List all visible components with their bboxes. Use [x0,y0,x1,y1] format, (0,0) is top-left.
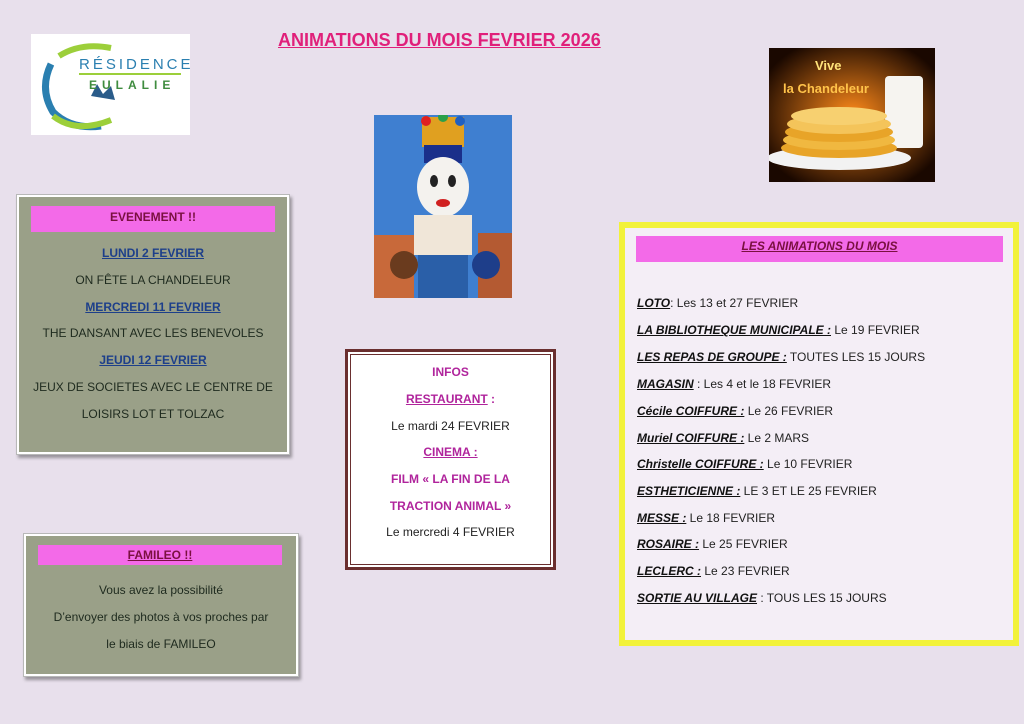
animation-label: LA BIBLIOTHEQUE MUNICIPALE : [637,323,831,337]
restaurant-heading [348,392,553,406]
animation-label: LECLERC : [637,564,701,578]
famileo-box [23,533,299,677]
animation-label: LES REPAS DE GROUPE : [637,350,787,364]
event-date: MERCREDI 11 FEVRIER [85,300,221,314]
page-title: ANIMATIONS DU MOIS FEVRIER 2026 [278,30,601,50]
animation-item [637,564,790,578]
animation-item [637,404,833,418]
animation-item [637,350,925,364]
animation-value: Le 2 MARS [744,431,810,445]
infos-box [345,349,556,570]
chandeleur-text-line2: la Chandeleur [783,81,869,96]
restaurant-suffix: : [487,392,496,406]
event-desc: JEUX DE SOCIETES AVEC LE CENTRE DE [33,380,273,394]
cinema-date: Le mercredi 4 FEVRIER [386,525,515,539]
animation-label: MESSE : [637,511,687,525]
evenement-header: EVENEMENT !! [31,206,275,232]
infos-title: INFOS [432,365,469,379]
animation-item [637,431,809,445]
animation-value: Le 18 FEVRIER [686,511,776,525]
animation-item [637,484,877,498]
film-title-line1: FILM « LA FIN DE LA [391,472,510,486]
carnival-photo [374,115,512,298]
evenement-box [16,194,290,455]
animation-value: : Les 13 et 27 FEVRIER [670,296,799,310]
restaurant-label: RESTAURANT [405,392,488,406]
animation-label: Christelle COIFFURE : [637,457,764,471]
animation-value: Le 19 FEVRIER [831,323,920,337]
animation-item [637,296,798,310]
animation-item [637,591,887,605]
animation-label: ROSAIRE : [637,537,700,551]
event-desc: ON FÊTE LA CHANDELEUR [75,273,231,287]
animation-value: Le 25 FEVRIER [699,537,788,551]
animation-label: MAGASIN [637,377,694,391]
animation-item [637,511,775,525]
event-desc: LOISIRS LOT ET TOLZAC [81,407,225,421]
animation-item [637,323,920,337]
logo-text-line2: EULALIE [89,78,176,92]
chandeleur-text-line1: Vive [815,58,842,73]
animation-value: TOUTES LES 15 JOURS [786,350,926,364]
famileo-line: le biais de FAMILEO [106,637,216,651]
animation-label: SORTIE AU VILLAGE [637,591,758,605]
animation-item [637,537,788,551]
animation-value: : TOUS LES 15 JOURS [757,591,887,605]
animation-value: LE 3 ET LE 25 FEVRIER [740,484,877,498]
restaurant-date: Le mardi 24 FEVRIER [391,419,510,433]
animation-label: LOTO [637,296,671,310]
animation-item [637,377,831,391]
animation-item [637,457,852,471]
animation-value: : Les 4 et le 18 FEVRIER [693,377,832,391]
logo-text-line1: RÉSIDENCE [79,56,194,73]
animations-header: LES ANIMATIONS DU MOIS [636,236,1003,262]
event-date: LUNDI 2 FEVRIER [101,246,204,260]
cinema-label: CINEMA : [423,445,478,459]
film-title-line2: TRACTION ANIMAL » [389,499,512,513]
animation-label: Muriel COIFFURE : [637,431,745,445]
animation-label: Cécile COIFFURE : [637,404,745,418]
famileo-header: FAMILEO !! [38,545,282,565]
residence-logo [31,34,194,135]
animations-box [619,222,1019,646]
animation-value: Le 23 FEVRIER [701,564,790,578]
chandeleur-photo [769,48,935,182]
event-desc: THE DANSANT AVEC LES BENEVOLES [42,326,264,340]
animation-value: Le 10 FEVRIER [763,457,853,471]
famileo-line: D’envoyer des photos à vos proches par [53,610,269,624]
animation-value: Le 26 FEVRIER [744,404,834,418]
event-date: JEUDI 12 FEVRIER [99,353,207,367]
famileo-line: Vous avez la possibilité [98,583,224,597]
animation-label: ESTHETICIENNE : [637,484,741,498]
